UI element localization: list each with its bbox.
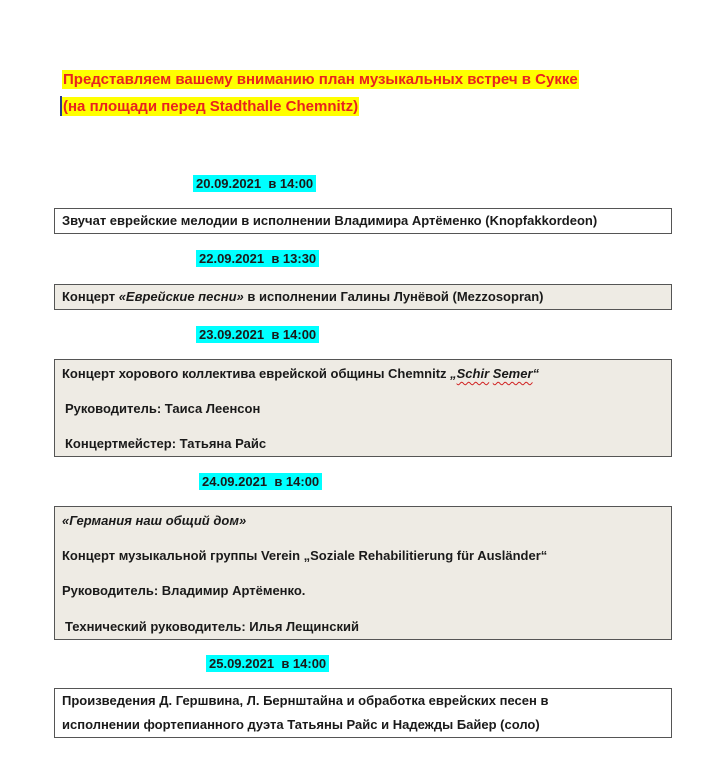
date-value: 25.09.2021 <box>209 656 275 671</box>
line-text: в исполнении Галины Лунёвой (Mezzosopran) <box>243 289 544 304</box>
date-value: 23.09.2021 <box>199 327 265 342</box>
event-5-line-2: исполнении фортепианного дуэта Татьяны Райс и Надежды Байер (соло) <box>62 717 540 732</box>
line-text: Концерт <box>62 289 119 304</box>
quote-mark: „ <box>450 366 457 381</box>
time-value: в 14:00 <box>274 474 320 489</box>
event-4-line-1: «Германия наш общий дом» <box>62 513 247 528</box>
event-2-line-1 <box>62 288 544 306</box>
event-4-line-2: Концерт музыкальной группы Verein „Soziale Rehabilitierung für Ausländer“ <box>62 548 548 563</box>
event-4-date <box>199 473 322 490</box>
event-3-box <box>54 359 672 457</box>
date-value: 24.09.2021 <box>202 474 268 489</box>
event-5-box <box>54 688 672 738</box>
time-value: в 14:00 <box>281 656 327 671</box>
time-value: в 14:00 <box>271 327 317 342</box>
event-3-line-3: Концертмейстер: Татьяна Райс <box>65 436 267 451</box>
date-value: 20.09.2021 <box>196 176 262 191</box>
event-4-line-4: Технический руководитель: Илья Лещинский <box>65 619 359 634</box>
choir-name-word: Semer <box>492 366 533 381</box>
quote-mark: “ <box>532 366 540 381</box>
line-text: Концерт хорового коллектива еврейской общины Chemnitz <box>62 366 451 381</box>
event-3-line-2: Руководитель: Таиса Леенсон <box>65 401 261 416</box>
event-2-box <box>54 284 672 310</box>
choir-name-word: Schir <box>456 366 490 381</box>
time-value: в 13:30 <box>271 251 317 266</box>
event-4-line-3: Руководитель: Владимир Артёменко. <box>62 583 306 598</box>
event-3-line-1 <box>62 365 539 383</box>
event-5-date <box>206 655 329 672</box>
event-2-date <box>196 250 319 267</box>
event-1-line-1: Звучат еврейские мелодии в исполнении Владимира Артёменко (Knopfakkordeon) <box>62 213 598 228</box>
event-1-date <box>193 175 316 192</box>
title-line-2: (на площади перед Stadthalle Chemnitz) <box>63 98 359 115</box>
event-4-box <box>54 506 672 640</box>
event-1-box <box>54 208 672 234</box>
title-line-1: Представляем вашему вниманию план музыкальных встреч в Сукке <box>63 71 578 88</box>
event-5-line-1: Произведения Д. Гершвина, Л. Бернштайна и обработка еврейских песен в <box>62 693 549 708</box>
event-3-date <box>196 326 319 343</box>
date-value: 22.09.2021 <box>199 251 265 266</box>
time-value: в 14:00 <box>268 176 314 191</box>
line-italic-title: «Еврейские песни» <box>118 289 244 304</box>
